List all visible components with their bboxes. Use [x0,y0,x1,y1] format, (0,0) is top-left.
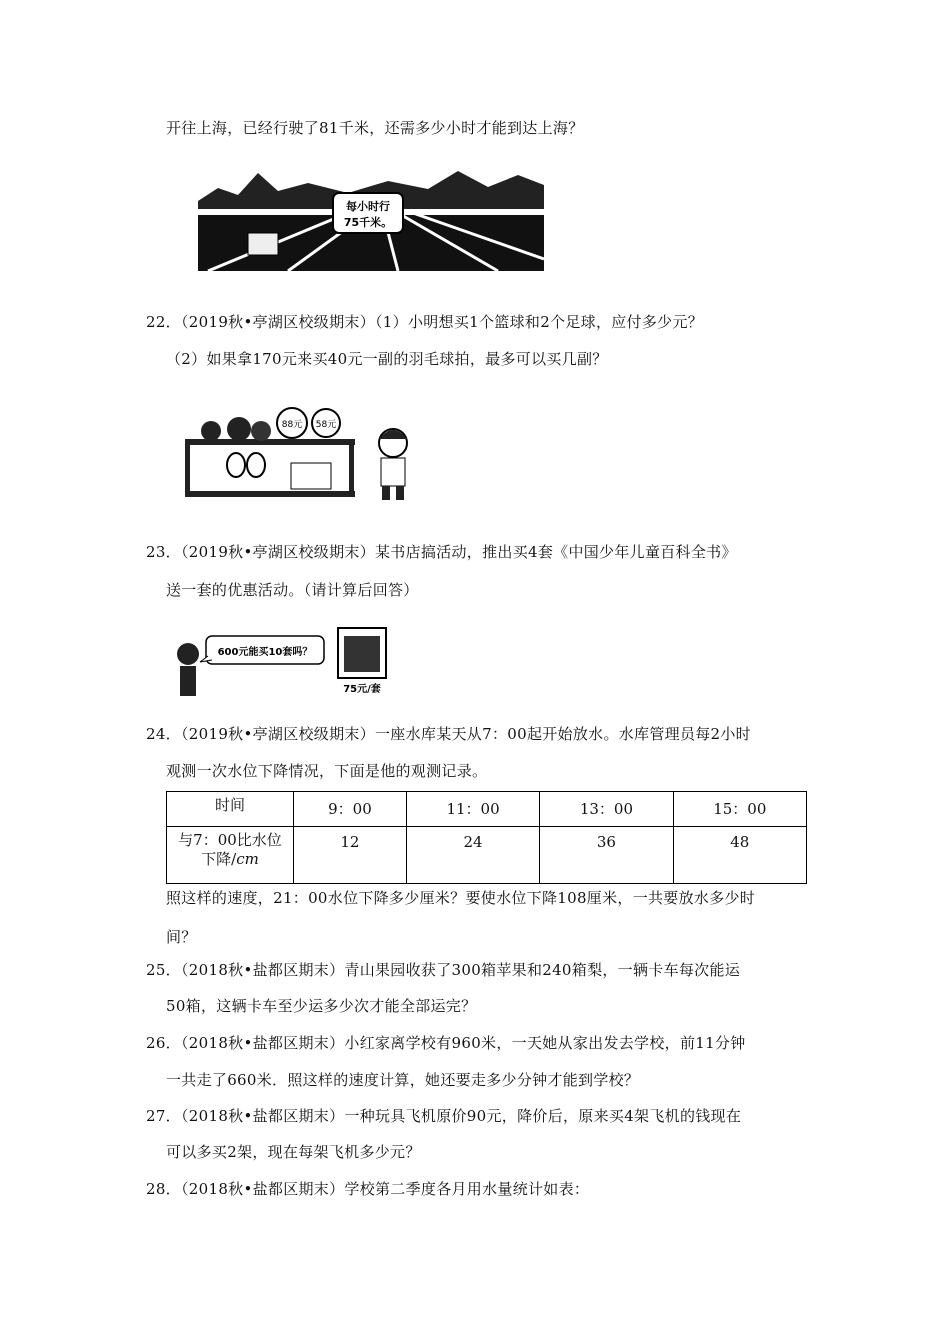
q24-line1: 24．（2019秋•亭湖区校级期末）一座水库某天从7：00起开始放水。水库管理员每2小时 [146,725,751,743]
q25-line2: 50箱，这辆卡车至少运多少次才能全部运完？ [166,997,477,1015]
water-level-table [166,791,807,884]
person [177,643,199,665]
q27-line2: 可以多买2架，现在每架飞机多少元？ [166,1143,421,1161]
header-label: 时间 [167,792,294,827]
q23-line2: 送一套的优惠活动。（请计算后回答） [166,581,419,599]
q21-text: 开往上海，已经行驶了81千米，还需多少小时才能到达上海？ [166,119,584,137]
value-cell: 24 [406,827,539,884]
speed-sign-line2: 75千米。 [343,216,393,229]
time-cell: 15：00 [673,792,806,827]
q23-line1: 23．（2019秋•亭湖区校级期末）某书店搞活动，推出买4套《中国少年儿童百科全书》 [146,543,737,561]
q24-line3: 照这样的速度，21：00水位下降多少厘米？要使水位下降108厘米，一共要放水多少时 [166,889,756,907]
speed-sign-line1: 每小时行 [346,200,390,213]
q24-line2: 观测一次水位下降情况，下面是他的观测记录。 [166,762,488,780]
q22-line1: 22．（2019秋•亭湖区校级期末）（1）小明想买1个篮球和2个足球，应付多少元？ [146,313,704,331]
ball-price-1: 88元 [281,420,303,430]
value-cell: 12 [294,827,407,884]
table-header-row [167,792,807,827]
q26-line2: 一共走了660米．照这样的速度计算，她还要走多少分钟才能到学校？ [166,1071,640,1089]
speech-bubble-text: 600元能买10套吗？ [217,647,313,658]
time-cell: 11：00 [406,792,539,827]
sports-shelf-illustration [181,403,416,503]
q28-line1: 28．（2018秋•盐都区期末）学校第二季度各月用水量统计如表： [146,1180,590,1198]
time-cell: 9：00 [294,792,407,827]
ball-price-2: 58元 [315,420,337,430]
time-cell: 13：00 [540,792,673,827]
q27-line1: 27．（2018秋•盐都区期末）一种玩具飞机原价90元，降价后，原来买4架飞机的钱现在 [146,1107,742,1125]
book-offer-illustration [172,626,392,698]
q24-line4: 间？ [166,928,197,946]
row-label-line1: 与7：00比水位 [178,831,282,849]
row-label-line2: 下降/ [201,850,237,868]
q22-line2: （2）如果拿170元来买40元一副的羽毛球拍，最多可以买几副？ [166,350,608,368]
highway-illustration [198,163,544,271]
q26-line1: 26．（2018秋•盐都区期末）小红家离学校有960米，一天她从家出发去学校，前11分钟 [146,1034,746,1052]
row-label [167,827,294,884]
q25-line1: 25．（2018秋•盐都区期末）青山果园收获了300箱苹果和240箱梨，一辆卡车每次能运 [146,961,741,979]
book-price: 75元/套 [343,684,381,695]
value-cell: 48 [673,827,806,884]
table-row [167,827,807,884]
value-cell: 36 [540,827,673,884]
row-label-unit: cm [236,850,259,868]
